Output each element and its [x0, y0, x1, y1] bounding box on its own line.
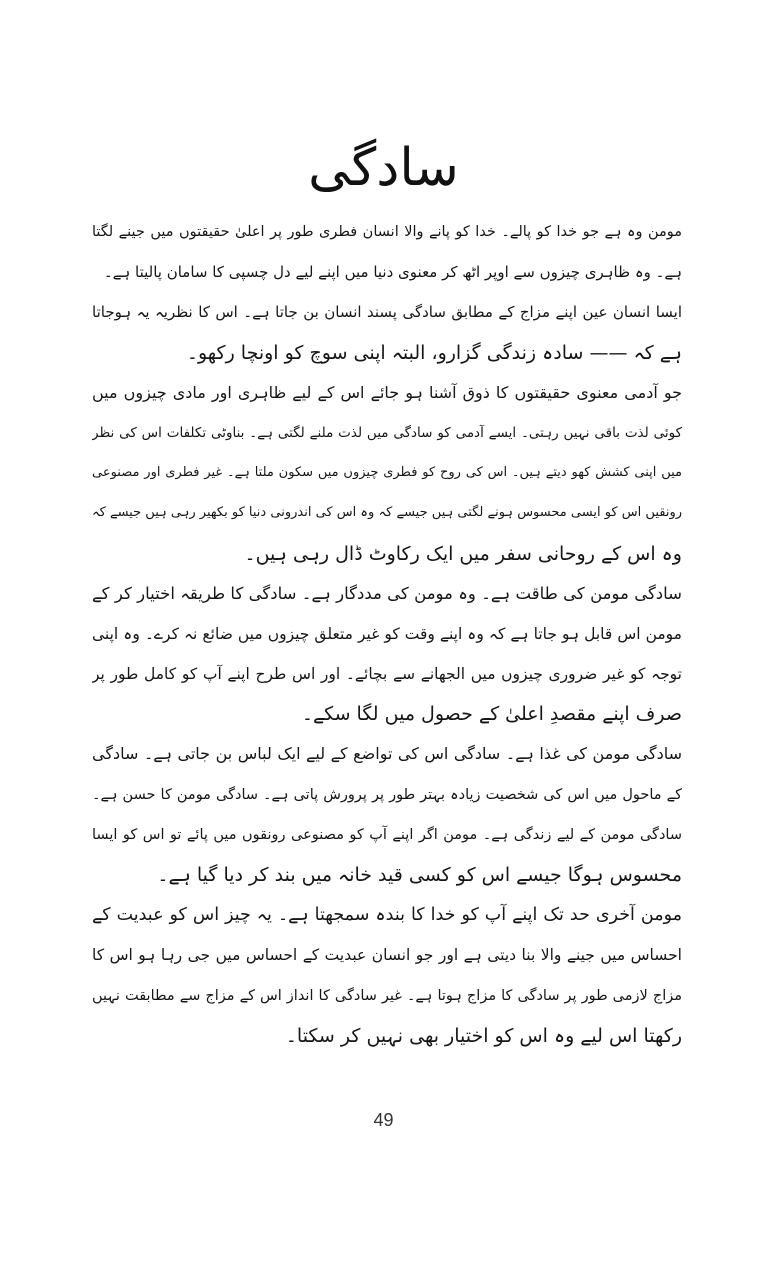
page-number: 49: [373, 1110, 394, 1130]
text-line: احساس میں جینے والا بنا دیتی ہے اور جو انسان عبدیت کے احساس میں جی رہا ہو اس کا: [92, 946, 682, 965]
text-line: سادگی مومن کی طاقت ہے۔ وہ مومن کی مددگار ہے۔ سادگی کا طریقہ اختیار کر کے: [92, 583, 682, 603]
page-title: سادگی: [308, 138, 459, 198]
text-line: توجہ کو غیر ضروری چیزوں میں الجھانے سے بچائے۔ اور اس طرح اپنے آپ کو کامل طور پر: [92, 665, 682, 684]
text-line: میں اپنی کشش کھو دیتے ہیں۔ اس کی روح کو فطری چیزوں میں سکون ملتا ہے۔ غیر فطری اور مصنوعی: [92, 465, 682, 481]
body-text: [92, 212, 682, 1056]
text-line: ہے کہ —— سادہ زندگی گزارو، البتہ اپنی سوچ کو اونچا رکھو۔: [186, 341, 682, 364]
text-line: مومن وہ ہے جو خدا کو پالے۔ خدا کو پانے والا انسان فطری طور پر اعلیٰ حقیقتوں میں جینے لگتا: [92, 224, 682, 240]
text-line: ایسا انسان عین اپنے مزاج کے مطابق سادگی پسند انسان بن جاتا ہے۔ اس کا نظریہ یہ ہوجاتا: [92, 303, 682, 322]
text-line: محسوس ہوگا جیسے اس کو کسی قید خانہ میں بند کر دیا گیا ہے۔: [157, 864, 682, 886]
text-line: جو آدمی معنوی حقیقتوں کا ذوق آشنا ہو جائے اس کے لیے ظاہری اور مادی چیزوں میں: [92, 382, 682, 402]
text-line: سادگی مومن کی غذا ہے۔ سادگی اس کی تواضع کے لیے ایک لباس بن جاتی ہے۔ سادگی: [92, 744, 682, 764]
text-line: سادگی مومن کے لیے زندگی ہے۔ مومن اگر اپنے آپ کو مصنوعی رونقوں میں پائے تو اس کو ایسا: [92, 826, 682, 843]
text-line: مومن آخری حد تک اپنے آپ کو خدا کا بندہ سمجھتا ہے۔ یہ چیز اس کو عبدیت کے: [92, 905, 682, 926]
text-line: رونقیں اس کو ایسی محسوس ہونے لگتی ہیں جیسے کہ وہ اس کی اندرونی دنیا کو بکھیر رہی ہیں جیسے کہ: [92, 505, 682, 521]
text-line: مومن اس قابل ہو جاتا ہے کہ وہ اپنے وقت کو غیر متعلق چیزوں میں ضائع نہ کرے۔ وہ اپنی: [92, 624, 682, 643]
text-line: کوئی لذت باقی نہیں رہتی۔ ایسے آدمی کو سادگی میں لذت ملنے لگتی ہے۔ بناوٹی تکلفات اس کی نظر: [92, 424, 682, 441]
text-line: صرف اپنے مقصدِ اعلیٰ کے حصول میں لگا سکے۔: [301, 703, 682, 726]
text-line: وہ اس کے روحانی سفر میں ایک رکاوٹ ڈال رہی ہیں۔: [244, 542, 682, 565]
text-line: رکھتا اس لیے وہ اس کو اختیار بھی نہیں کر سکتا۔: [285, 1024, 682, 1047]
text-line: ہے۔ وہ ظاہری چیزوں سے اوپر اٹھ کر معنوی دنیا میں اپنے لیے دل چسپی کا سامان پالیتا ہے۔: [103, 263, 682, 282]
text-line: کے ماحول میں اس کی شخصیت زیادہ بہتر طور پر پرورش پاتی ہے۔ سادگی مومن کا حسن ہے۔: [92, 786, 682, 803]
text-line: مزاج لازمی طور پر سادگی کا مزاج ہوتا ہے۔ غیر سادگی کا انداز اس کے مزاج سے مطابقت نہیں: [92, 987, 682, 1004]
